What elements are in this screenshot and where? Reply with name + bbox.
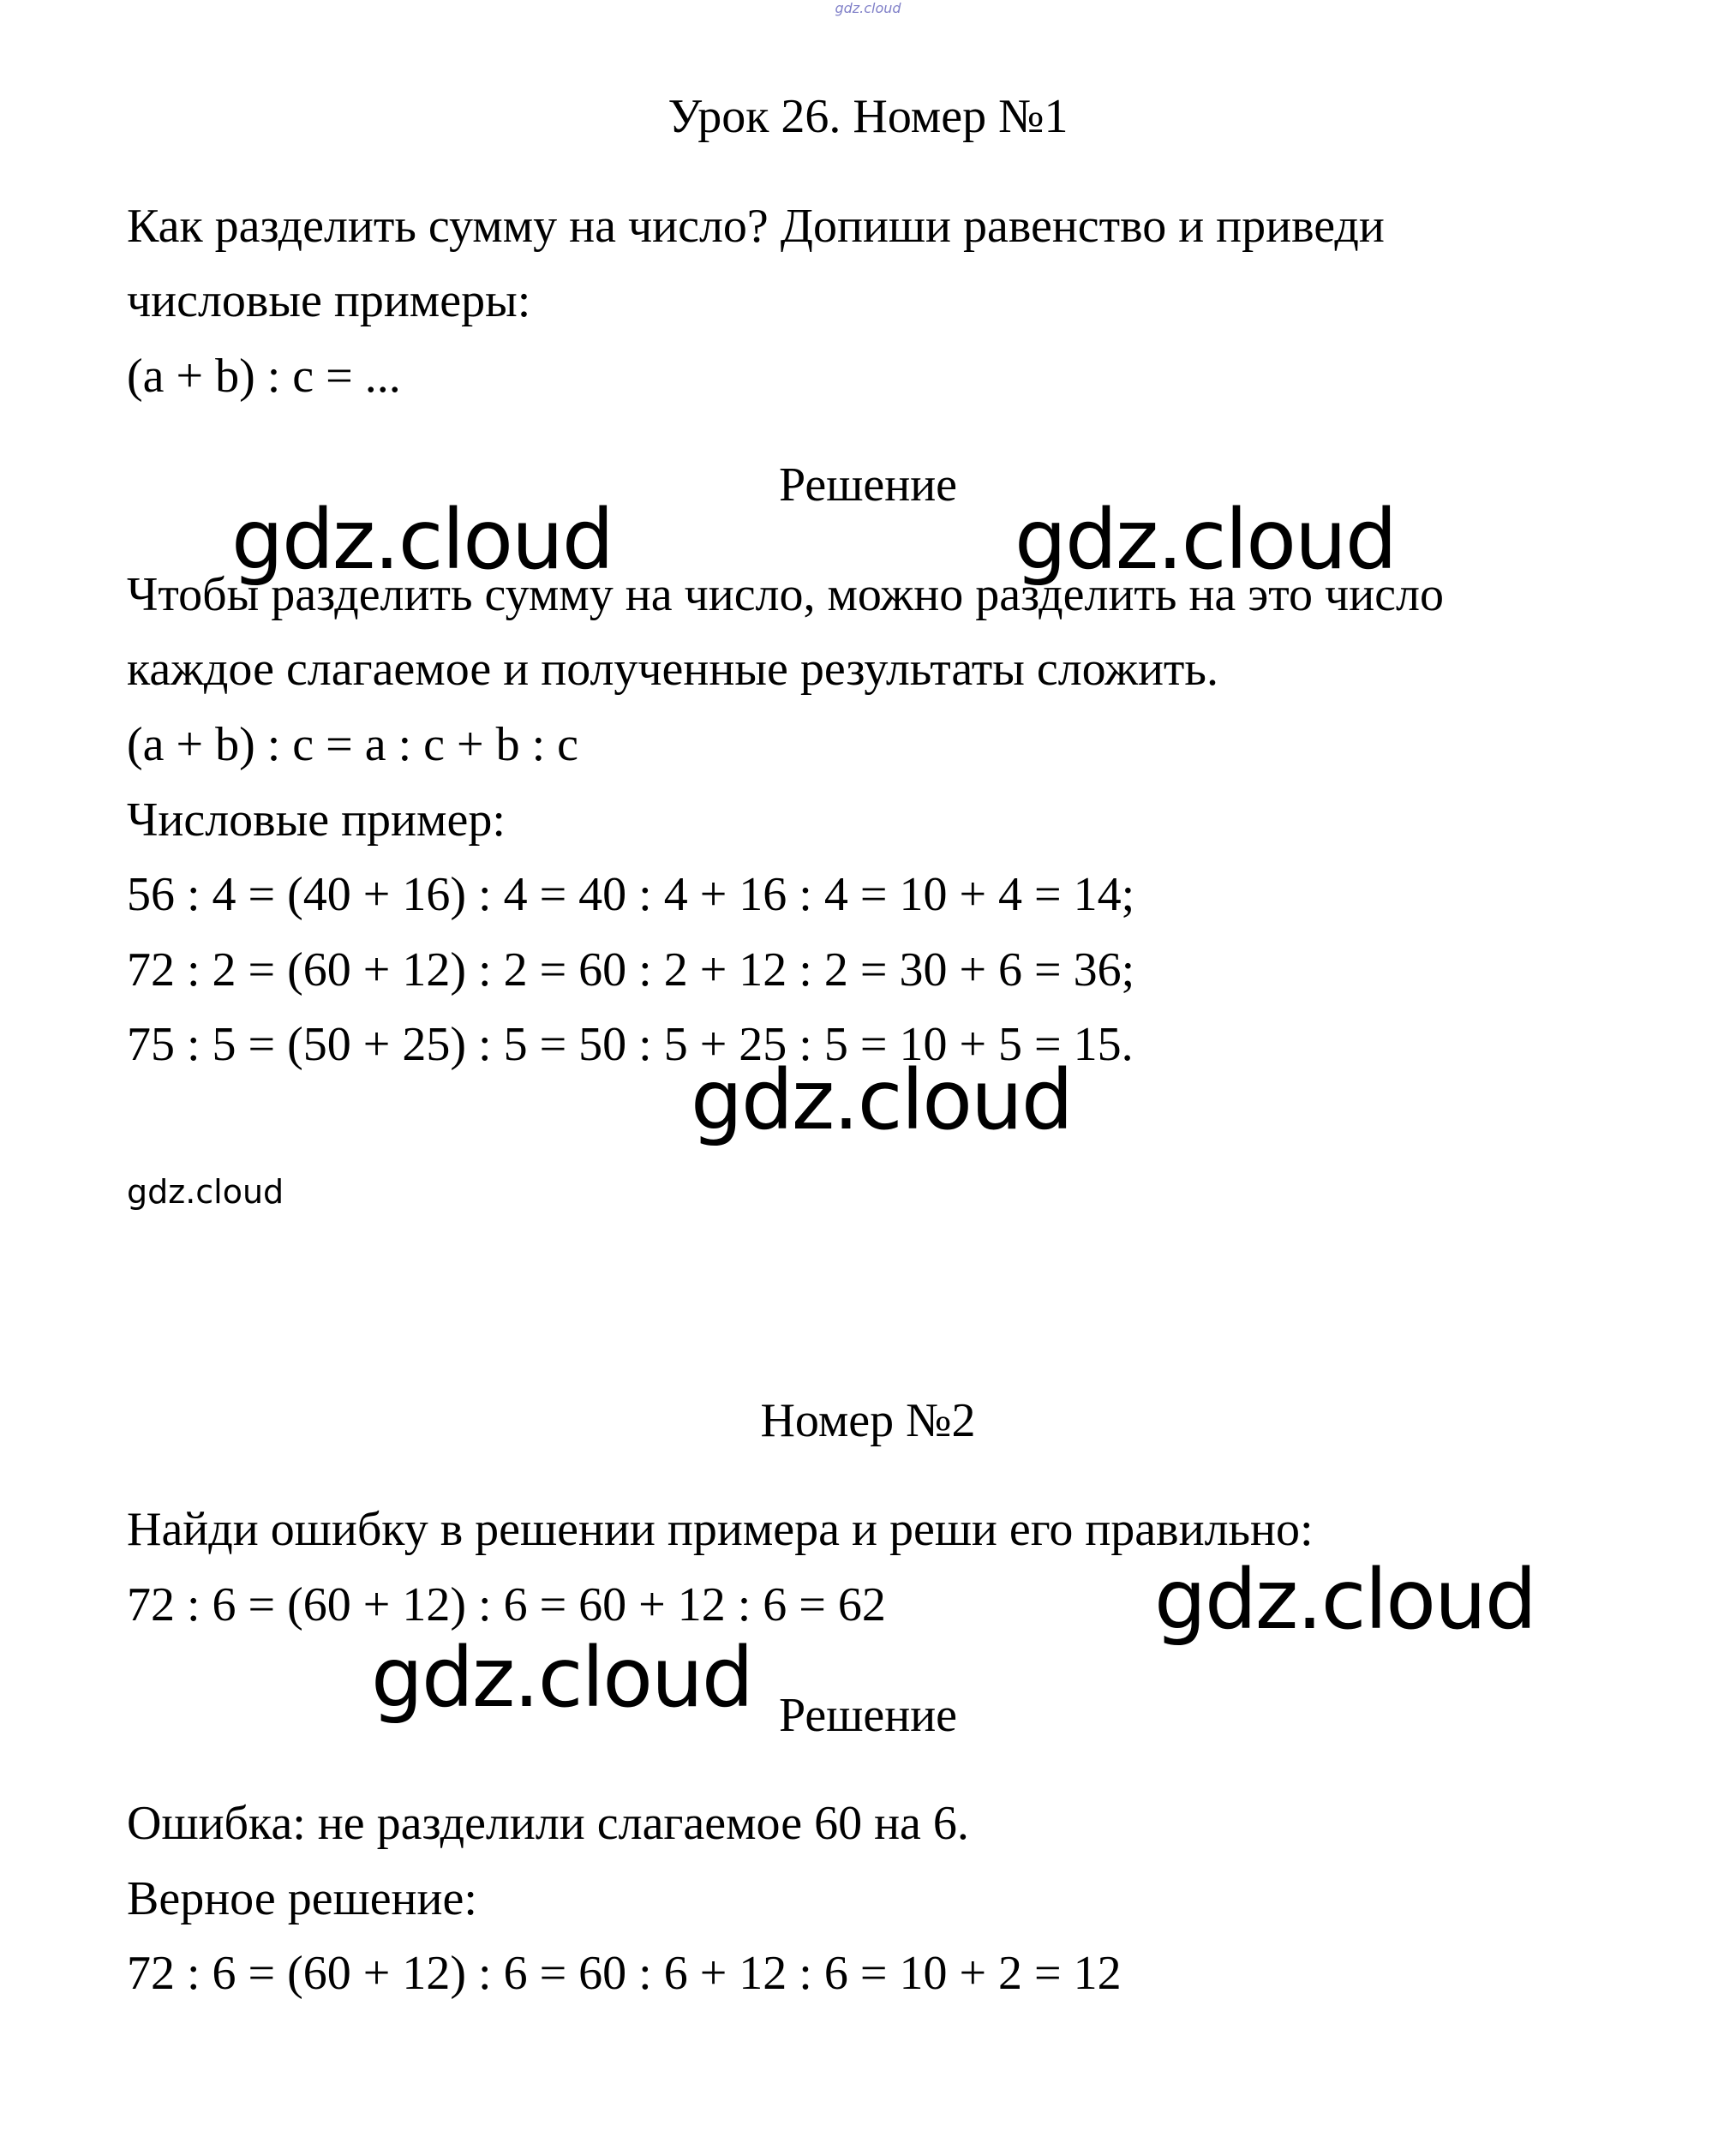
watermark: gdz.cloud — [127, 1173, 284, 1211]
watermark: gdz.cloud — [691, 1052, 1072, 1148]
task2-question-line: Найди ошибку в решении примера и реши его правильно: — [127, 1503, 1314, 1556]
task2-correct-solution: 72 : 6 = (60 + 12) : 6 = 60 : 6 + 12 : 6 = 10 + 2 = 12 — [127, 1947, 1122, 2000]
task1-answer-formula: (a + b) : c = a : c + b : c — [127, 718, 578, 771]
task2-solution-heading: Решение — [778, 1689, 958, 1742]
watermark: gdz.cloud — [1015, 492, 1396, 588]
top-watermark: gdz.cloud — [835, 0, 901, 16]
watermark: gdz.cloud — [1154, 1552, 1535, 1648]
task2-answer-line: Ошибка: не разделили слагаемое 60 на 6. — [127, 1797, 969, 1850]
task2-answer-line: Верное решение: — [127, 1872, 477, 1925]
task1-example: 75 : 5 = (50 + 25) : 5 = 50 : 5 + 25 : 5 = 10 + 5 = 15. — [127, 1018, 1134, 1071]
task2-wrong-example: 72 : 6 = (60 + 12) : 6 = 60 + 12 : 6 = 62 — [127, 1578, 886, 1631]
watermark: gdz.cloud — [231, 492, 613, 588]
watermark: gdz.cloud — [371, 1630, 752, 1726]
task1-example: 72 : 2 = (60 + 12) : 2 = 60 : 2 + 12 : 2 = 30 + 6 = 36; — [127, 943, 1135, 997]
task1-answer-line: Чтобы разделить сумму на число, можно разделить на это число — [127, 568, 1444, 621]
task1-question-line: числовые примеры: — [127, 274, 531, 327]
task1-question-line: Как разделить сумму на число? Допиши равенство и приведи — [127, 200, 1385, 253]
task1-example: 56 : 4 = (40 + 16) : 4 = 40 : 4 + 16 : 4 = 10 + 4 = 14; — [127, 868, 1135, 921]
task1-formula: (a + b) : c = ... — [127, 350, 401, 403]
task1-answer-line: каждое слагаемое и полученные результаты сложить. — [127, 643, 1218, 696]
task1-solution-heading: Решение — [778, 458, 958, 512]
task1-title: Урок 26. Номер №1 — [667, 90, 1069, 143]
task1-examples-label: Числовые пример: — [127, 793, 506, 847]
task2-title: Номер №2 — [760, 1394, 976, 1447]
